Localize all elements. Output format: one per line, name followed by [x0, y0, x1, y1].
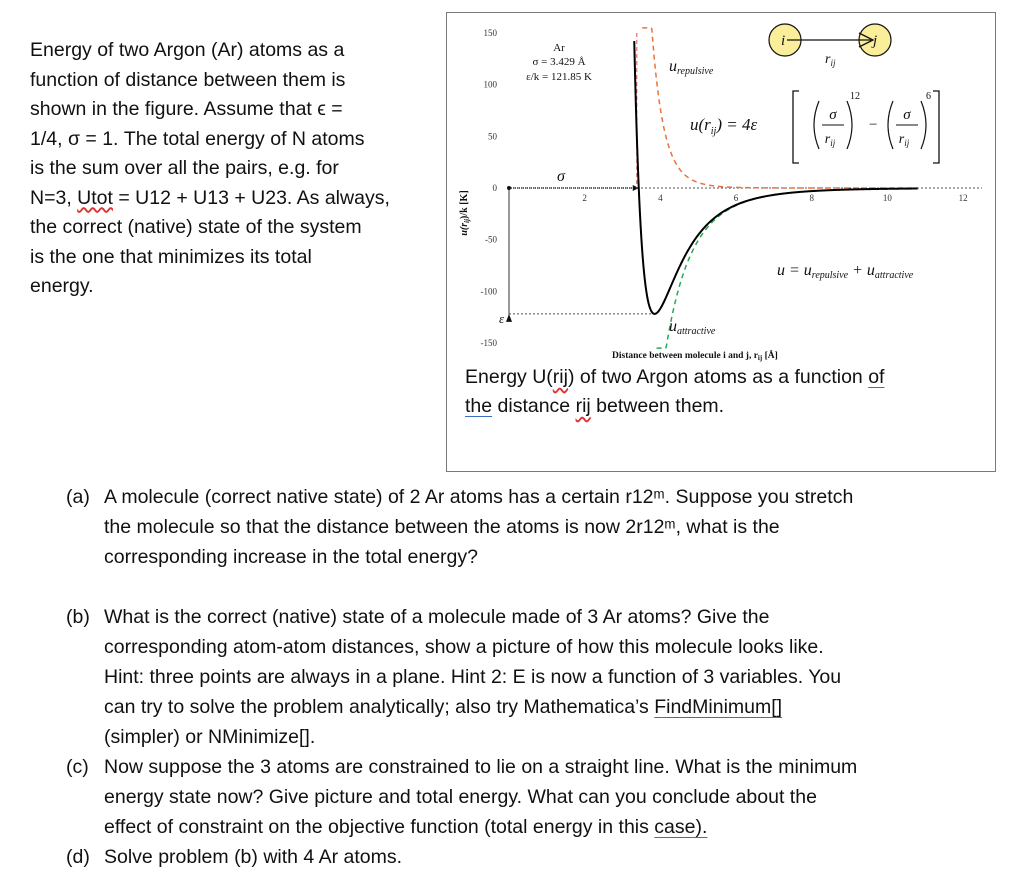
intro-line: energy.	[30, 275, 94, 297]
svg-text:12: 12	[850, 91, 860, 102]
intro-line: shown in the figure. Assume that ϵ =	[30, 98, 343, 120]
x-tick-label: 10	[882, 193, 892, 203]
y-tick-label: 50	[488, 131, 497, 142]
svg-text:rij: $r_{ij}$	[898, 132, 910, 148]
x-tick-label: 8	[809, 193, 814, 203]
svg-text:−: −	[869, 117, 878, 133]
figure-caption: Energy U(rij) of two Argon atoms as a function of the distance rij between them.	[465, 366, 885, 417]
legend-ar: Ar	[553, 42, 565, 54]
findminimum-link[interactable]: FindMinimum[]	[654, 696, 783, 718]
legend-epsilon: ε/k = 121.85 K	[526, 71, 592, 83]
legend-sigma: σ = 3.429 Å	[532, 56, 586, 68]
figure-box	[446, 12, 996, 472]
lj-formula	[690, 91, 939, 163]
svg-text:j: j	[873, 33, 878, 49]
intro-line: Energy of two Argon (Ar) atoms as a	[30, 39, 345, 61]
question-d: (d) Solve problem (b) with 4 Ar atoms.	[66, 846, 403, 868]
svg-text:rij: $r_{ij}$	[824, 132, 836, 148]
attractive-label: uattractive	[669, 318, 716, 337]
question-a: (a) A molecule (correct native state) of 2 Ar atoms has a certain r12ᵐ. Suppose you stretch the molecule so that the distance between the atoms is now 2r12ᵐ, what is the corresponding increase in the total energy?	[66, 486, 854, 568]
x-tick-label: 12	[958, 193, 968, 203]
y-tick-label: -100	[480, 286, 497, 297]
svg-text:σ: σ	[903, 107, 911, 123]
y-tick-label: 150	[483, 28, 497, 38]
intro-line: function of distance between them is	[30, 68, 346, 91]
x-axis-label: Distance between molecule i and j, $r_{ij}$ [Å]	[612, 351, 778, 362]
svg-text:i: i	[781, 33, 786, 49]
rij-label: $r_{ij}$	[825, 52, 836, 68]
utot-term: Utot	[77, 186, 113, 209]
y-tick-label: -150	[480, 338, 497, 348]
sum-formula: u = urepulsive + uattractive	[777, 262, 914, 281]
intro-line	[30, 184, 440, 214]
plot-svg	[447, 13, 997, 383]
question-c: (c) Now suppose the 3 atoms are constrained to lie on a straight line. What is the minimum energy state now? Give picture and total energy. What can you conclude about the effect of constraint on the objective function (total energy in this case).	[66, 756, 858, 838]
intro-line: is the one that minimizes its total	[30, 245, 312, 268]
y-tick-label: -50	[485, 234, 497, 245]
intro-line: the correct (native) state of the system	[30, 216, 362, 238]
y-tick-label: 100	[483, 79, 497, 90]
x-tick-label: 6	[733, 193, 739, 203]
lennard-jones-plot	[447, 13, 997, 383]
sigma-marker: σ	[557, 168, 565, 185]
x-tick-label: 4	[658, 193, 663, 203]
epsilon-marker: ε	[499, 311, 505, 326]
repulsive-label: urepulsive	[669, 58, 714, 77]
y-axis-label: $u(r_{ij})/k$ [K]	[459, 190, 471, 236]
intro-line: 1/4, σ = 1. The total energy of N atoms	[30, 127, 365, 150]
svg-text:u(rij) = 4ε: $u(r_{ij}) = 4\varepsilon$	[690, 115, 758, 137]
intro-text: N=3,	[30, 186, 78, 209]
y-tick-label: 0	[492, 183, 497, 193]
epsilon-arrow-head	[506, 314, 512, 322]
question-b: (b) What is the correct (native) state of a molecule made of 3 Ar atoms? Give the corresponding atom-atom distances, show a picture of how this molecule looks like. Hint: three points are always in a plane. Hint 2: E is now a function of 3 variables. You can try to solve the problem analytically; also try Mathematica’s FindMinimum[] (simpler) or NMinimize[].	[66, 606, 842, 748]
intro-paragraph	[30, 36, 440, 302]
svg-text:σ: σ	[829, 107, 837, 123]
svg-text:6: 6	[926, 91, 931, 102]
intro-text: = U12 + U13 + U23. As always,	[112, 186, 390, 209]
x-tick-label: 2	[582, 193, 587, 203]
atom-pair-diagram	[769, 24, 891, 68]
intro-line: is the sum over all the pairs, e.g. for	[30, 157, 339, 179]
questions	[66, 482, 986, 872]
